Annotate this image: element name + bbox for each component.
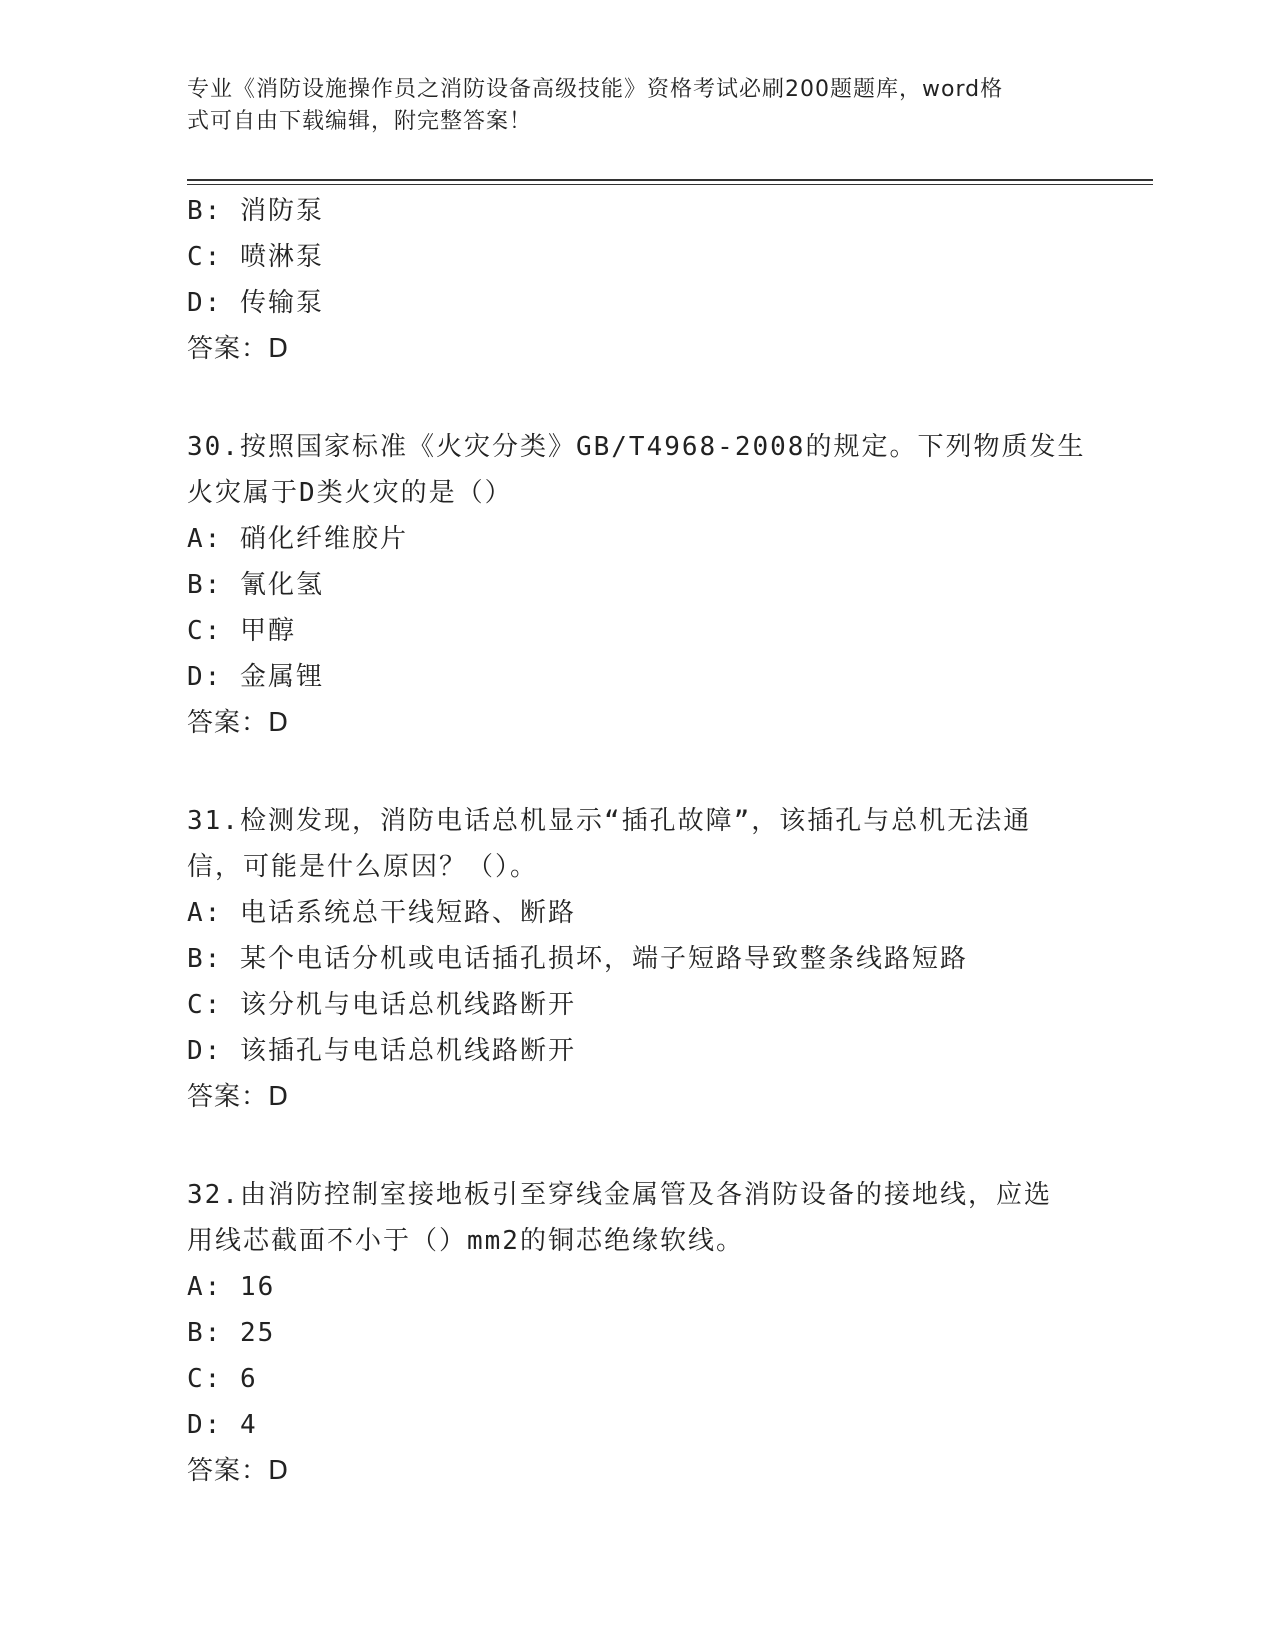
option-c: C: 喷淋泵 xyxy=(187,242,324,272)
question-stem-line: 31.检测发现，消防电话总机显示“插孔故障”，该插孔与总机无法通 xyxy=(187,806,1032,836)
spacer xyxy=(187,372,1087,424)
question-stem-line: 火灾属于D类火灾的是（） xyxy=(187,478,513,508)
option-b: B: 氰化氢 xyxy=(187,570,324,600)
option-b: B: 某个电话分机或电话插孔损坏，端子短路导致整条线路短路 xyxy=(187,944,968,974)
answer-line: 答案：D xyxy=(187,708,290,738)
question-list xyxy=(187,188,1087,1494)
option-a: A: 硝化纤维胶片 xyxy=(187,524,408,554)
option-b: B: 消防泵 xyxy=(187,196,324,226)
answer-line: 答案：D xyxy=(187,334,290,364)
spacer xyxy=(187,1120,1087,1172)
option-d: D: 传输泵 xyxy=(187,288,324,318)
option-b: B: 25 xyxy=(187,1318,276,1348)
option-d: D: 该插孔与电话总机线路断开 xyxy=(187,1036,576,1066)
question-31 xyxy=(187,798,1087,1120)
option-a: A: 16 xyxy=(187,1272,276,1302)
header-line-1: 专业《消防设施操作员之消防设备高级技能》资格考试必刷200题题库，word格 xyxy=(187,77,1004,102)
option-d: D: 金属锂 xyxy=(187,662,324,692)
option-c: C: 甲醇 xyxy=(187,616,296,646)
header-line-2: 式可自由下载编辑，附完整答案！ xyxy=(187,109,533,134)
question-29-partial xyxy=(187,188,1087,372)
header-divider-thick xyxy=(187,179,1153,181)
spacer xyxy=(187,746,1087,798)
question-stem-line: 用线芯截面不小于（）mm2的铜芯绝缘软线。 xyxy=(187,1226,744,1256)
answer-line: 答案：D xyxy=(187,1456,290,1486)
question-30 xyxy=(187,424,1087,746)
header-divider-thin xyxy=(187,184,1153,185)
option-c: C: 6 xyxy=(187,1364,258,1394)
option-c: C: 该分机与电话总机线路断开 xyxy=(187,990,576,1020)
option-a: A: 电话系统总干线短路、断路 xyxy=(187,898,576,928)
answer-line: 答案：D xyxy=(187,1082,290,1112)
question-stem-line: 30.按照国家标准《火灾分类》GB/T4968-2008的规定。下列物质发生 xyxy=(187,432,1086,462)
document-header xyxy=(187,74,1067,138)
question-32 xyxy=(187,1172,1087,1494)
question-stem-line: 信，可能是什么原因？（）。 xyxy=(187,852,539,882)
question-stem-line: 32.由消防控制室接地板引至穿线金属管及各消防设备的接地线，应选 xyxy=(187,1180,1052,1210)
option-d: D: 4 xyxy=(187,1410,258,1440)
